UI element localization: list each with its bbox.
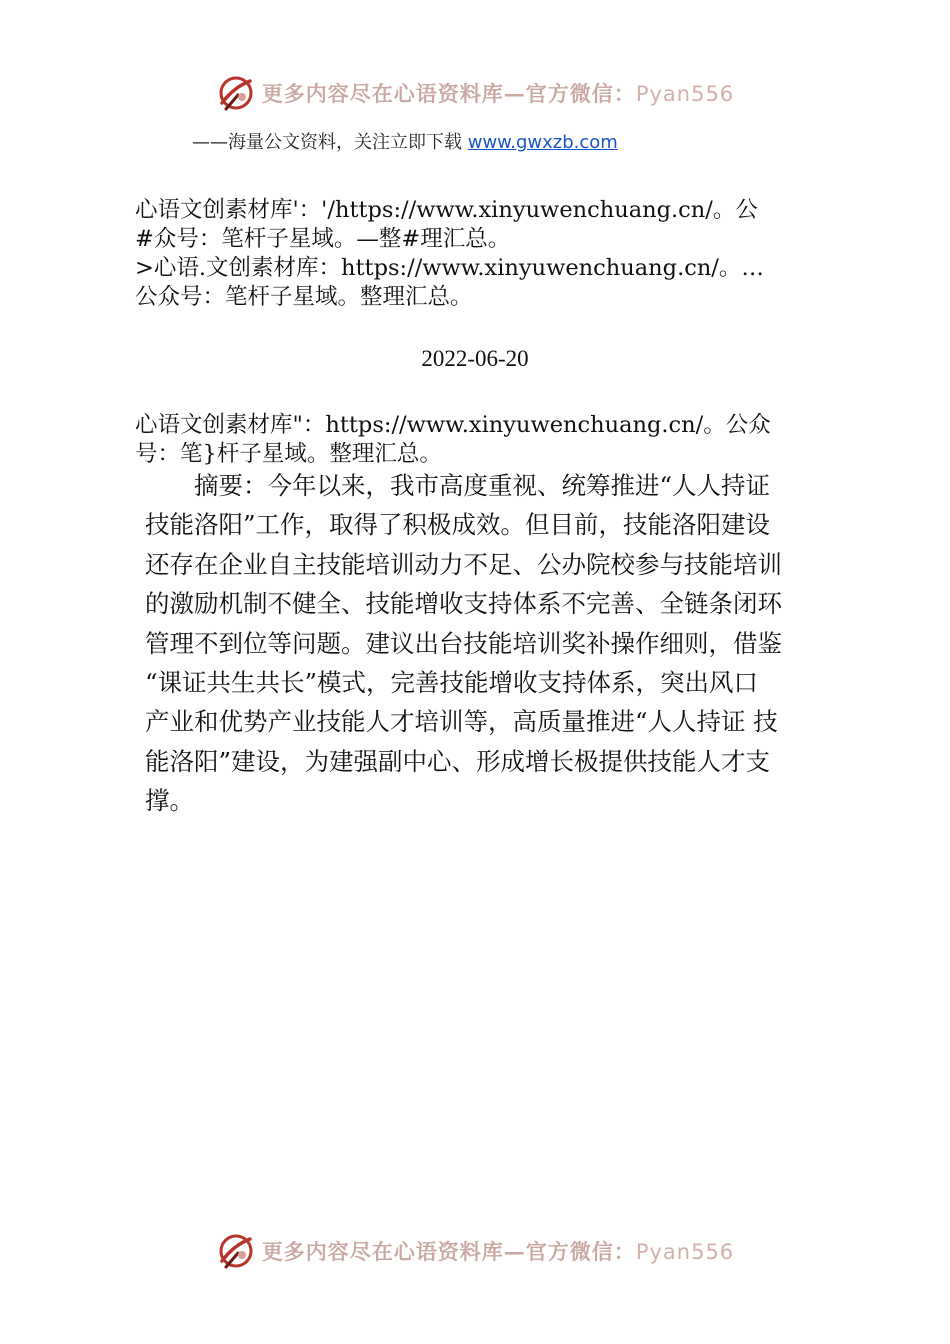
abstract-line: 产业和优势产业技能人才培训等，高质量推进“人人持证 技 [145, 707, 778, 737]
document-date: 2022-06-20 [421, 346, 529, 371]
watermark-line: 心语文创素材库'：'/https://www.xinyuwenchuang.cn/。公 [135, 197, 758, 223]
footer-banner-main: 更多内容尽在心语资料库—官方微信： [261, 1239, 636, 1264]
watermark-line: #众号：笔杆子星域。—整#理汇总。 [135, 226, 511, 252]
abstract-line: 能洛阳”建设，为建强副中心、形成增长极提供技能人才支 [145, 746, 771, 776]
abstract-line: 技能洛阳”工作，取得了积极成效。但目前，技能洛阳建设 [145, 510, 771, 540]
abstract-line: “课证共生共长”模式，完善技能增收支持体系，突出风口 [145, 668, 759, 698]
abstract-line: 摘要：今年以来，我市高度重视、统筹推进“人人持证 [145, 471, 771, 500]
footer-banner [0, 1228, 950, 1274]
abstract-line: 管理不到位等问题。建议出台技能培训奖补操作细则，借鉴 [145, 628, 782, 658]
header-banner [0, 70, 950, 116]
abstract-line: 的激励机制不健全、技能增收支持体系不完善、全链条闭环 [145, 589, 782, 619]
download-link[interactable]: www.gwxzb.com [467, 132, 618, 153]
header-banner-main: 更多内容尽在心语资料库—官方微信： [261, 81, 636, 106]
header-wechat-id: Pyan556 [635, 82, 735, 106]
header-banner-text [262, 78, 734, 108]
watermark-block-1 [135, 196, 825, 312]
abstract-line: 撑。 [145, 786, 194, 816]
logo-icon [216, 1231, 256, 1271]
watermark-line: 心语文创素材库"：https://www.xinyuwenchuang.cn/。公众 [135, 412, 771, 438]
footer-banner-text [262, 1236, 734, 1266]
abstract-line: 还存在企业自主技能培训动力不足、公办院校参与技能培训 [145, 549, 782, 579]
watermark-line: 号：笔}杆子星域。整理汇总。 [135, 441, 442, 467]
logo-icon [216, 73, 256, 113]
footer-wechat-id: Pyan556 [635, 1240, 735, 1264]
abstract-paragraph [145, 466, 815, 821]
download-subline [192, 128, 618, 154]
watermark-line: >心语.文创素材库：https://www.xinyuwenchuang.cn/。… [135, 255, 764, 281]
watermark-block-2 [135, 411, 825, 469]
watermark-line: 公众号：笔杆子星域。整理汇总。 [135, 284, 473, 310]
subline-prefix: ——海量公文资料，关注立即下载 [192, 132, 468, 153]
